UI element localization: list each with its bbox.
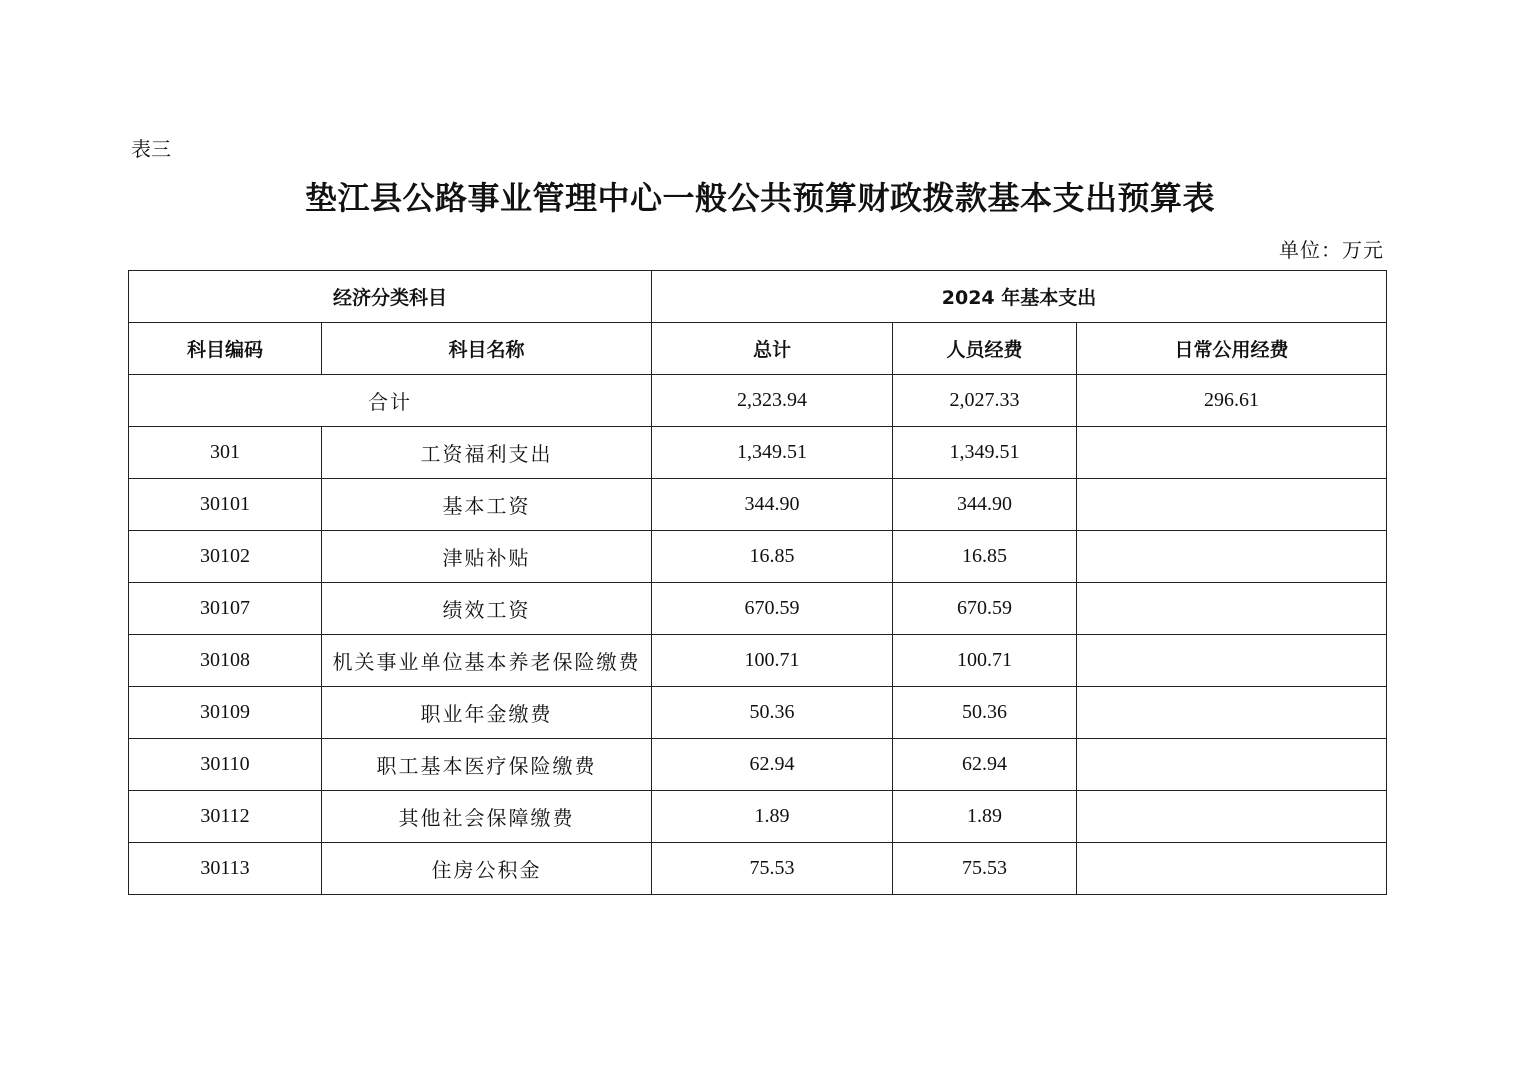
cell-code: 30107: [129, 583, 322, 635]
cell-code: 30102: [129, 531, 322, 583]
cell-public: [1077, 791, 1387, 843]
cell-code: 30101: [129, 479, 322, 531]
cell-public: [1077, 479, 1387, 531]
cell-public: [1077, 739, 1387, 791]
cell-personnel: 670.59: [893, 583, 1077, 635]
summary-row: [129, 375, 1387, 427]
cell-name: 职业年金缴费: [322, 687, 652, 739]
table-row: [129, 791, 1387, 843]
cell-name: 基本工资: [322, 479, 652, 531]
cell-public: [1077, 531, 1387, 583]
cell-total: 100.71: [652, 635, 893, 687]
table-label: 表三: [131, 137, 171, 161]
table-row: [129, 479, 1387, 531]
cell-personnel: 75.53: [893, 843, 1077, 895]
cell-name: 职工基本医疗保险缴费: [322, 739, 652, 791]
cell-total: 50.36: [652, 687, 893, 739]
header-column-row: [129, 323, 1387, 375]
cell-personnel: 1,349.51: [893, 427, 1077, 479]
cell-total: 62.94: [652, 739, 893, 791]
cell-name: 住房公积金: [322, 843, 652, 895]
cell-public: [1077, 635, 1387, 687]
header-group-row: [129, 271, 1387, 323]
summary-personnel: 2,027.33: [893, 375, 1077, 427]
table-header: [129, 271, 1387, 375]
cell-public: [1077, 427, 1387, 479]
table-row: [129, 687, 1387, 739]
table-row: [129, 635, 1387, 687]
header-code: 科目编码: [129, 323, 322, 375]
unit-note: 单位：万元: [1279, 238, 1384, 262]
cell-code: 30112: [129, 791, 322, 843]
table-row: [129, 583, 1387, 635]
table-row: [129, 739, 1387, 791]
cell-code: 30109: [129, 687, 322, 739]
header-personnel: 人员经费: [893, 323, 1077, 375]
cell-name: 机关事业单位基本养老保险缴费: [322, 635, 652, 687]
cell-total: 16.85: [652, 531, 893, 583]
cell-total: 75.53: [652, 843, 893, 895]
cell-public: [1077, 843, 1387, 895]
cell-total: 1.89: [652, 791, 893, 843]
cell-personnel: 100.71: [893, 635, 1077, 687]
cell-code: 30108: [129, 635, 322, 687]
cell-personnel: 62.94: [893, 739, 1077, 791]
table-body: [129, 375, 1387, 895]
cell-public: [1077, 583, 1387, 635]
cell-public: [1077, 687, 1387, 739]
table-row: [129, 427, 1387, 479]
cell-personnel: 1.89: [893, 791, 1077, 843]
header-economic-classification: 经济分类科目: [129, 271, 652, 323]
header-basic-expenditure: 2024 年基本支出: [652, 271, 1387, 323]
cell-total: 344.90: [652, 479, 893, 531]
cell-code: 30110: [129, 739, 322, 791]
cell-personnel: 344.90: [893, 479, 1077, 531]
cell-name: 工资福利支出: [322, 427, 652, 479]
cell-name: 其他社会保障缴费: [322, 791, 652, 843]
table-row: [129, 531, 1387, 583]
cell-name: 津贴补贴: [322, 531, 652, 583]
page-title: 垫江县公路事业管理中心一般公共预算财政拨款基本支出预算表: [304, 179, 1215, 217]
summary-public: 296.61: [1077, 375, 1387, 427]
cell-name: 绩效工资: [322, 583, 652, 635]
header-total: 总计: [652, 323, 893, 375]
header-public: 日常公用经费: [1077, 323, 1387, 375]
budget-table: [128, 270, 1387, 895]
header-name: 科目名称: [322, 323, 652, 375]
cell-code: 301: [129, 427, 322, 479]
cell-code: 30113: [129, 843, 322, 895]
summary-total: 2,323.94: [652, 375, 893, 427]
table-row: [129, 843, 1387, 895]
cell-personnel: 50.36: [893, 687, 1077, 739]
cell-total: 1,349.51: [652, 427, 893, 479]
cell-personnel: 16.85: [893, 531, 1077, 583]
cell-total: 670.59: [652, 583, 893, 635]
summary-label: 合计: [129, 375, 652, 427]
